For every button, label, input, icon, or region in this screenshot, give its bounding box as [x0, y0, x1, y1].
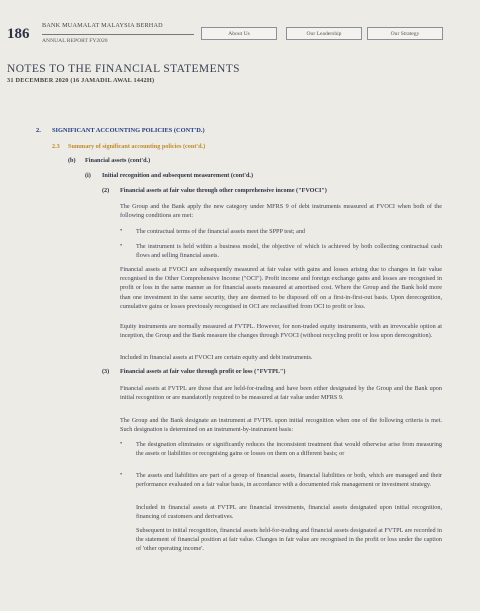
fvoci-para-1: Financial assets at FVOCI are subsequently measured at fair value with gains and losses arising due to changes in fair value recognised in the Other Comprehensive Income ("OCI"). Profit income and foreign exchange gains and losses are recognised in profit or loss in the same manner as for financial assets measured at amortised cost. Where the Group and the Bank hold more than one investment in the same security, they are deemed to be disposed off on a first-in-first-out basis. Upon derecognition, cumulative gains or losses previously recognised in OCI are reclassified from OCI to profit or loss. [120, 266, 442, 310]
item-2-heading: Financial assets at fair value through other comprehensive income ("FVOCI") [120, 187, 327, 194]
fvoci-bullet-2: The instrument is held within a business model, the objective of which is achieved by both collecting contractual cash flows and selling financial assets. [136, 243, 442, 260]
bank-name: BANK MUAMALAT MALAYSIA BERHAD [42, 22, 163, 29]
item-b-label: (b) [68, 157, 76, 164]
fvtpl-para-4: Subsequent to initial recognition, financial assets held-for-trading and financial assets designated at FVTPL are recorded in the statement of financial position at fair value. Changes in fair value are recognised in the profit or loss under the caption of 'other operating income'. [136, 527, 442, 553]
fvtpl-para-3: Included in financial assets at FVTPL are financial investments, financial assets designated upon initial recognition, financing of customers and derivatives. [136, 504, 442, 521]
report-name: ANNUAL REPORT FY2020 [42, 38, 108, 44]
page-title: NOTES TO THE FINANCIAL STATEMENTS [7, 63, 240, 75]
section-heading: SIGNIFICANT ACCOUNTING POLICIES (CONT'D.) [52, 127, 205, 134]
fvoci-para-3: Included in financial assets at FVOCI are certain equity and debt instruments. [120, 354, 313, 361]
item-i-label: (i) [85, 172, 91, 179]
fvtpl-bullet-2: The assets and liabilities are part of a group of financial assets, financial liabilities or both, which are managed and their performance evaluated on a fair value basis, in accordance with a documented risk management or investment strategy. [136, 472, 442, 489]
bullet-mark: • [120, 440, 123, 447]
fvoci-bullet-1: The contractual terms of the financial assets meet the SPPP test; and [136, 228, 306, 235]
section-number: 2. [36, 127, 41, 134]
item-3-heading: Financial assets at fair value through profit or loss ("FVTPL") [120, 368, 286, 375]
page-number: 186 [7, 26, 30, 42]
item-i-heading: Initial recognition and subsequent measurement (cont'd.) [102, 172, 254, 179]
item-3-label: (3) [102, 368, 110, 375]
page-subtitle: 31 DECEMBER 2020 (16 JAMADIL AWAL 1442H) [7, 77, 155, 84]
subsection-number: 2.3 [52, 143, 60, 150]
fvtpl-para-1: Financial assets at FVTPL are those that are held-for-trading and have been either designated by the Group and the Bank upon initial recognition or are mandatorily required to be measured at fair value under MFRS 9. [120, 385, 442, 402]
item-2-label: (2) [102, 187, 110, 194]
fvoci-para-2: Equity instruments are normally measured at FVTPL. However, for non-traded equity instruments, with an irrevocable option at inception, the Group and the Bank measure the changes through FVOCI (without recycling profit or loss upon derecognition). [120, 323, 442, 340]
header-divider [42, 34, 194, 35]
fvtpl-para-2: The Group and the Bank designate an instrument at FVTPL upon initial recognition when one of the following criteria is met. Such designation is determined on an instrument-by-instrument basis: [120, 417, 442, 434]
fvoci-intro: The Group and the Bank apply the new category under MFRS 9 of debt instruments measured at FVOCI when both of the following conditions are met: [120, 203, 442, 220]
nav-about-us-button[interactable]: About Us [201, 27, 277, 40]
bullet-mark: • [120, 227, 123, 234]
bullet-mark: • [120, 471, 123, 478]
item-b-heading: Financial assets (cont'd.) [85, 157, 151, 164]
nav-our-leadership-button[interactable]: Our Leadership [286, 27, 362, 40]
subsection-heading: Summary of significant accounting policies (cont'd.) [68, 143, 206, 150]
fvtpl-bullet-1: The designation eliminates or significantly reduces the inconsistent treatment that would otherwise arise from measuring the assets or liabilities or recognising gains or losses on them on a different basis; or [136, 441, 442, 458]
bullet-mark: • [120, 242, 123, 249]
nav-our-strategy-button[interactable]: Our Strategy [367, 27, 443, 40]
